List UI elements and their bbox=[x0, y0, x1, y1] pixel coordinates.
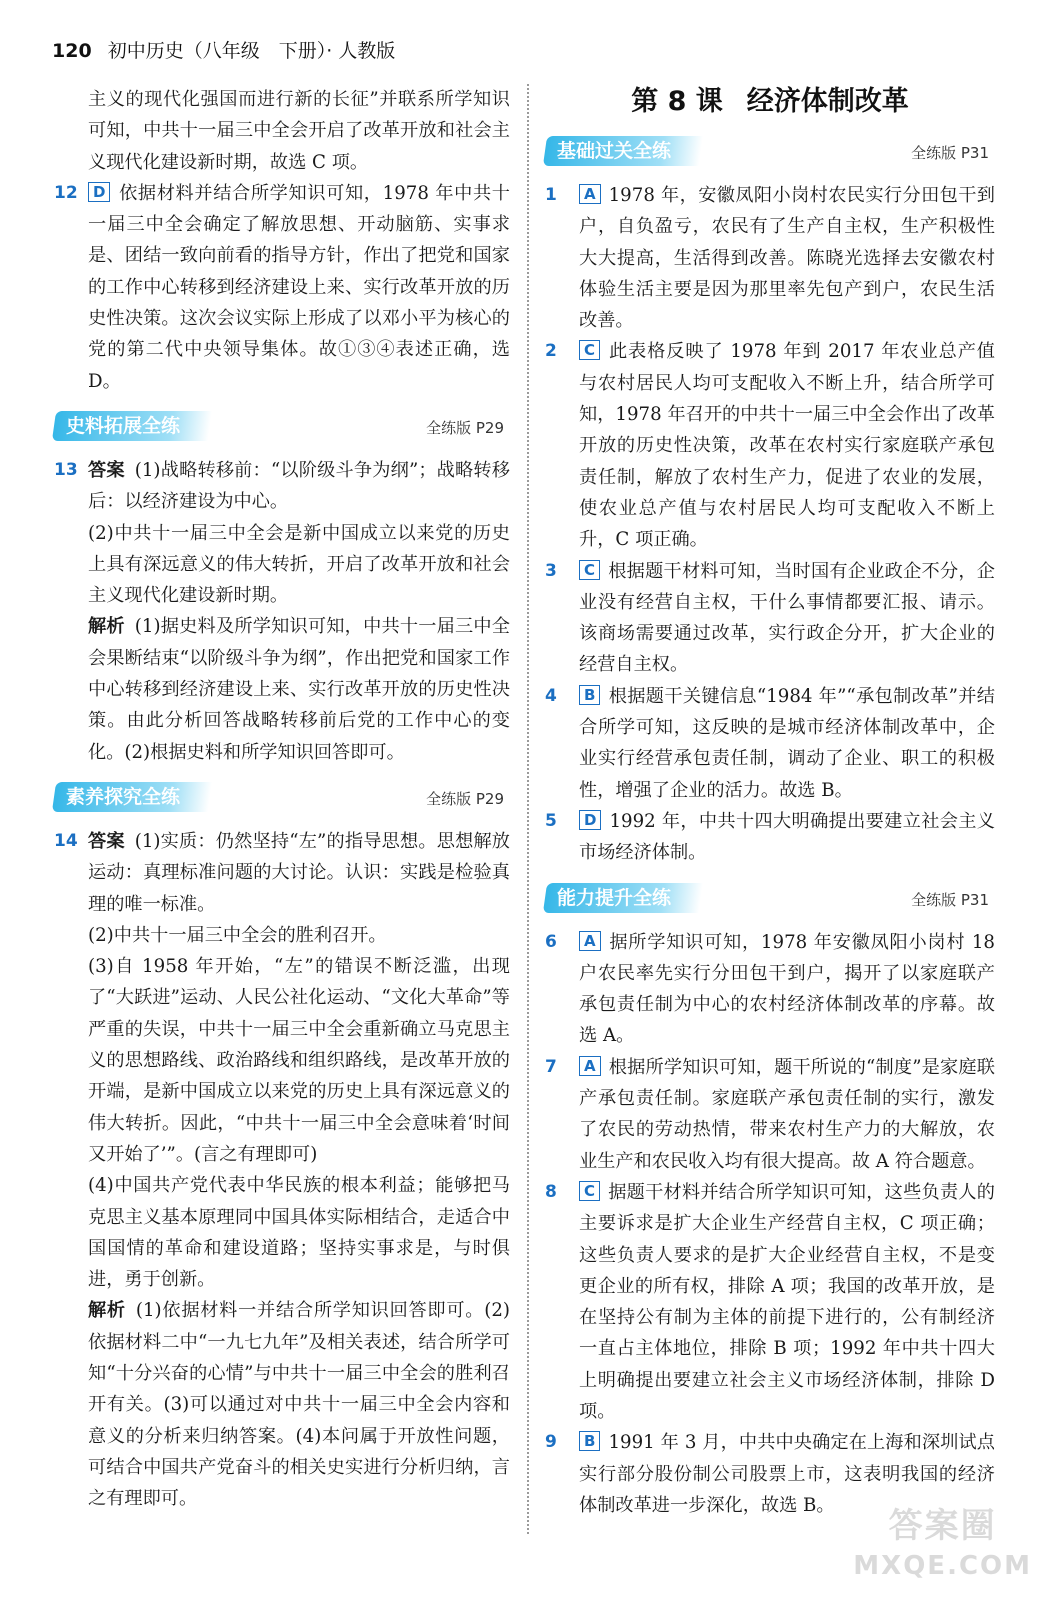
lesson-number: 第 8 课 bbox=[631, 86, 723, 117]
section-suyang bbox=[54, 778, 510, 818]
explanation: 据题干材料并结合所学知识可知，这些负责人的主要诉求是扩大企业生产经营自主权，C 项正确；这些负责人要求的是扩大企业经营自主权，不是变更企业的所有权，排除 A 项；我国的改革开放，是在坚持公有制为主体的前提下进行的，公有制经济一直占主体地位，排除 B 项；1992 年中共十四大上明确提出要建立社会主义市场经济体制，排除 D 项。 bbox=[579, 1181, 995, 1422]
question-number: 2 bbox=[545, 341, 557, 362]
lesson-title bbox=[545, 82, 995, 122]
explanation: 此表格反映了 1978 年到 2017 年农业总产值与农村居民人均可支配收入不断上升，结合所学可知，1978 年召开的中共十一届三中全会作出了改革开放的历史性决策，改革在农村实行家庭联产承包责任制，解放了农村生产力，促进了农业的发展，使农业总产值与农村居民人均可支配收入不断上升，C 项正确。 bbox=[579, 341, 995, 551]
answer-part-1: (1)战略转移前：“以阶级斗争为纲”；战略转移后：以经济建设为中心。 bbox=[88, 459, 510, 513]
question-number: 1 bbox=[545, 185, 557, 205]
answer-badge: C bbox=[579, 340, 600, 360]
question-4 bbox=[545, 681, 995, 806]
question-number: 12 bbox=[54, 182, 78, 203]
book-title: 初中历史（八年级 下册）· 人教版 bbox=[107, 40, 396, 62]
column-divider bbox=[527, 84, 529, 1534]
section-shiliao bbox=[54, 407, 510, 447]
answer-badge: D bbox=[579, 810, 601, 830]
question-12 bbox=[54, 178, 510, 397]
page-reference: 全练版 P29 bbox=[426, 789, 504, 808]
analysis-text: (1)据史料及所学知识可知，中共十一届三中全会果断结束“以阶级斗争为纲”，作出把党和国家工作中心转移到经济建设上来、实行改革开放的历史性决策。由此分析回答战略转移前后党的工作中心的变化。(2)根据史料和所学知识回答即可。 bbox=[88, 616, 510, 763]
section-nengli bbox=[545, 879, 995, 919]
left-column bbox=[54, 84, 510, 1514]
question-number: 9 bbox=[545, 1432, 557, 1453]
answer-label: 答案 bbox=[88, 830, 125, 852]
question-5 bbox=[545, 806, 995, 869]
question-8 bbox=[545, 1177, 995, 1427]
intro-paragraph: 主义的现代化强国而进行新的长征”并联系所学知识可知，中共十一届三中全会开启了改革开放和社会主义现代化建设新时期，故选 C 项。 bbox=[88, 89, 510, 173]
question-1 bbox=[545, 180, 995, 336]
question-number: 7 bbox=[545, 1056, 557, 1077]
page-reference: 全练版 P31 bbox=[911, 144, 989, 162]
section-banner: 基础过关全练 bbox=[543, 136, 703, 166]
answer-part-2: (2)中共十一届三中全会的胜利召开。 bbox=[88, 924, 387, 946]
answer-badge: C bbox=[579, 560, 600, 580]
explanation: 据所学知识可知，1978 年安徽凤阳小岗村 18 户农民率先实行分田包干到户，揭开了以家庭联产承包责任制为中心的农村经济体制改革的序幕。故选 A。 bbox=[579, 931, 995, 1047]
question-2 bbox=[545, 336, 995, 555]
answer-badge: A bbox=[579, 184, 601, 204]
analysis-label: 解析 bbox=[88, 1300, 126, 1322]
explanation: 根据题干关键信息“1984 年”“承包制改革”并结合所学可知，这反映的是城市经济体制改革中，企业实行经营承包责任制，调动了企业、职工的积极性，增强了企业的活力。故选 B。 bbox=[579, 685, 995, 801]
question-number: 6 bbox=[545, 931, 557, 952]
question-number: 4 bbox=[545, 685, 557, 706]
question-3 bbox=[545, 556, 995, 681]
explanation: 依据材料并结合所学知识可知，1978 年中共十一届三中全会确定了解放思想、开动脑筋、实事求是、团结一致向前看的指导方针，作出了把党和国家的工作中心转移到经济建设上来、实行改革开放的历史性决策。这次会议实际上形成了以邓小平为核心的党的第二代中央领导集体。故①③④表述正确，选 D。 bbox=[88, 182, 510, 392]
page-reference: 全练版 P31 bbox=[911, 890, 989, 909]
analysis-text: (1)依据材料一并结合所学知识回答即可。(2)依据材料二中“一九七九年”及相关表述，结合所学可知“十分兴奋的心情”与中共十一届三中全会的胜利召开有关。(3)可以通过对中共十一届三中全会内容和意义的分析来归纳答案。(4)本问属于开放性问题，可结合中国共产党奋斗的相关史实进行分析归纳，言之有理即可。 bbox=[88, 1300, 510, 1510]
watermark: 答案圈 MXQE.COM bbox=[853, 1506, 1032, 1581]
answer-part-3: (3)自 1958 年开始，“左”的错误不断泛滥，出现了“大跃进”运动、人民公社化运动、“文化大革命”等严重的失误，中共十一届三中全会重新确立马克思主义的思想路线、政治路线和组织路线，是改革开放的开端，是新中国成立以来党的历史上具有深远意义的伟大转折。因此，“中共十一届三中全会意味着‘时间又开始了’”。(言之有理即可) bbox=[88, 956, 510, 1165]
question-number: 14 bbox=[54, 830, 78, 851]
answer-part-1: (1)实质：仍然坚持“左”的指导思想。思想解放运动：真理标准问题的大讨论。认识：实践是检验真理的唯一标准。 bbox=[88, 830, 510, 915]
section-jichu bbox=[545, 132, 995, 172]
answer-badge: A bbox=[579, 1056, 601, 1076]
analysis-label: 解析 bbox=[88, 616, 125, 638]
page-number: 120 bbox=[52, 40, 92, 62]
page-header bbox=[52, 36, 395, 63]
answer-badge: C bbox=[579, 1181, 600, 1201]
answer-badge: A bbox=[579, 931, 601, 951]
answer-label: 答案 bbox=[88, 459, 125, 481]
answer-badge: D bbox=[88, 182, 110, 202]
question-number: 3 bbox=[545, 560, 557, 581]
answer-part-2: (2)中共十一届三中全会是新中国成立以来党的历史上具有深远意义的伟大转折，开启了改革开放和社会主义现代化建设新时期。 bbox=[88, 522, 510, 607]
explanation: 根据所学知识可知，题干所说的“制度”是家庭联产承包责任制。家庭联产承包责任制的实行，激发了农民的劳动热情，带来农村生产力的大解放，农业生产和农民收入均有很大提高。故 A 符合题意。 bbox=[579, 1056, 995, 1172]
explanation: 1991 年 3 月，中共中央确定在上海和深圳试点实行部分股份制公司股票上市，这表明我国的经济体制改革进一步深化，故选 B。 bbox=[579, 1432, 995, 1516]
explanation: 1978 年，安徽凤阳小岗村农民实行分田包干到户，自负盈亏，农民有了生产自主权，生产积极性大大提高，生活得到改善。陈晓光选择去安徽农村体验生活主要是因为那里率先包产到户，农民生活改善。 bbox=[579, 185, 995, 332]
question-14 bbox=[54, 826, 510, 920]
question-6 bbox=[545, 927, 995, 1052]
question-number: 5 bbox=[545, 810, 557, 831]
section-banner: 能力提升全练 bbox=[543, 883, 703, 913]
explanation: 根据题干材料可知，当时国有企业政企不分，企业没有经营自主权，干什么事情都要汇报、请示。该商场需要通过改革，实行政企分开，扩大企业的经营自主权。 bbox=[579, 560, 995, 676]
analysis bbox=[54, 611, 510, 767]
explanation: 1992 年，中共十四大明确提出要建立社会主义市场经济体制。 bbox=[579, 810, 995, 864]
question-13 bbox=[54, 455, 510, 518]
analysis bbox=[54, 1295, 510, 1514]
answer-part-4: (4)中国共产党代表中华民族的根本利益；能够把马克思主义基本原理同中国具体实际相结合，走适合中国国情的革命和建设道路；坚持实事求是，与时俱进，勇于创新。 bbox=[88, 1175, 510, 1291]
answer-badge: B bbox=[579, 685, 600, 705]
question-number: 8 bbox=[545, 1181, 557, 1202]
section-banner: 素养探究全练 bbox=[52, 782, 212, 812]
answer-badge: B bbox=[579, 1431, 600, 1451]
page-reference: 全练版 P29 bbox=[426, 418, 504, 437]
question-7 bbox=[545, 1052, 995, 1177]
right-column bbox=[545, 82, 995, 1521]
question-number: 13 bbox=[54, 459, 78, 480]
lesson-name: 经济体制改革 bbox=[746, 86, 909, 117]
section-banner: 史料拓展全练 bbox=[52, 411, 212, 441]
